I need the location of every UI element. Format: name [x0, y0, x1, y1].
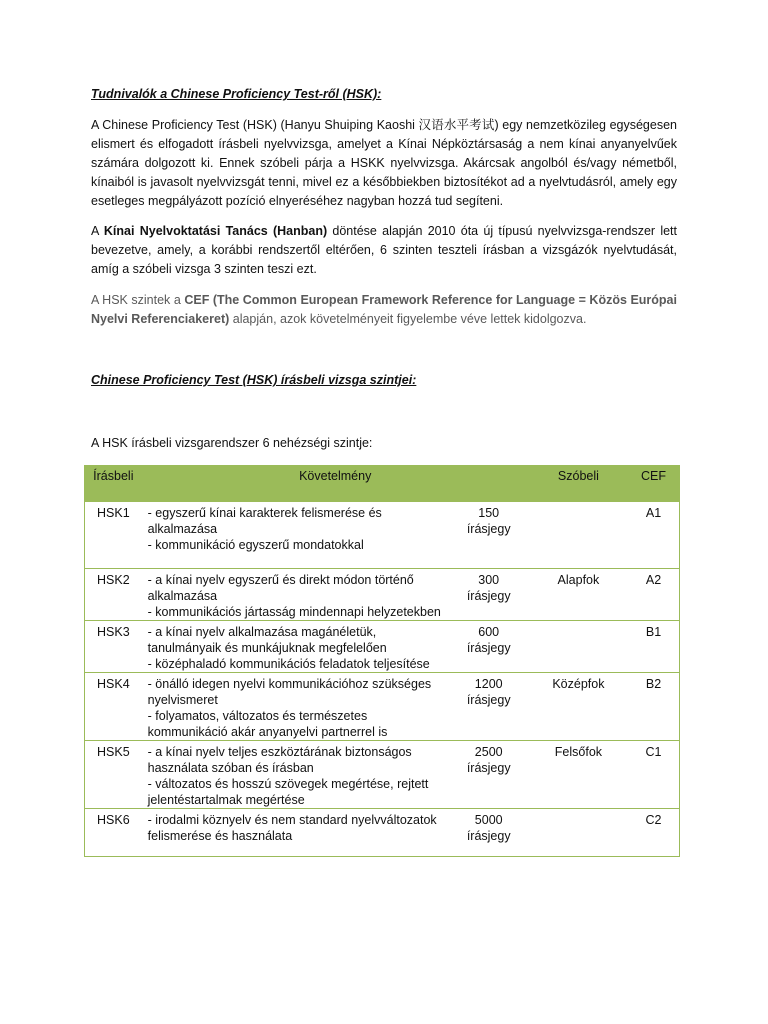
table-row [85, 740, 680, 808]
row-character-count [449, 672, 529, 740]
requirement-line: - folyamatos, változatos és természetes kommunikáció akár anyanyelvi partnerrel is [147, 708, 388, 739]
row-character-count [449, 620, 529, 672]
requirement-line: - a kínai nyelv alkalmazása magánéletük, tanulmányaik és munkájuknak megfelelően [147, 624, 387, 655]
para2-rest: döntése alapján 2010 óta új típusú nyelvvizsga-rendszer lett bevezetve, amely, a korábbi rendszertől eltérően, 6 szinten teszteli írásban a vizsgázók nyelvtudását, amíg a szóbeli vizsga 3 szinten teszi ezt. [91, 224, 677, 276]
header-oral: Szóbeli [529, 465, 628, 502]
para3-rest: alapján, azok követelményeit figyelembe véve lettek kidolgozva. [229, 312, 587, 326]
row-oral-level: Középfok [529, 672, 628, 740]
row-cef-level: C2 [628, 808, 679, 856]
character-count: 600 [478, 624, 500, 639]
character-unit: írásjegy [466, 828, 511, 843]
character-count: 300 [478, 572, 500, 587]
header-requirement: Követelmény [142, 465, 529, 502]
table-row [85, 620, 680, 672]
row-requirement [142, 672, 449, 740]
row-oral-level: Alapfok [529, 568, 628, 620]
paragraph-cef [91, 291, 677, 329]
para2-lead: A [91, 224, 104, 238]
row-level: HSK1 [85, 502, 142, 568]
requirement-line: - irodalmi köznyelv és nem standard nyelvváltozatok felismerése és használata [147, 812, 437, 843]
row-requirement [142, 502, 449, 568]
row-cef-level: A2 [628, 568, 679, 620]
row-cef-level: A1 [628, 502, 679, 568]
character-count: 5000 [474, 812, 503, 827]
row-cef-level: C1 [628, 740, 679, 808]
row-oral-level [529, 808, 628, 856]
character-unit: írásjegy [466, 522, 511, 536]
row-requirement [142, 808, 449, 856]
row-character-count [449, 740, 529, 808]
table-intro: A HSK írásbeli vizsgarendszer 6 nehézségi szintje: [91, 436, 373, 450]
character-count: 2500 [474, 744, 503, 759]
para2-bold: Kínai Nyelvoktatási Tanács (Hanban) [103, 224, 328, 238]
row-character-count [449, 808, 529, 856]
character-unit: írásjegy [466, 588, 511, 603]
character-count: 1200 [474, 676, 503, 691]
character-unit: írásjegy [466, 640, 511, 655]
row-oral-level [529, 620, 628, 672]
requirement-line: - önálló idegen nyelvi kommunikációhoz szükséges nyelvismeret [147, 676, 432, 707]
header-level: Írásbeli [85, 465, 142, 502]
paragraph-intro: A Chinese Proficiency Test (HSK) (Hanyu Shuiping Kaoshi 汉语水平考试) egy nemzetközileg egységesen elismert és elfogadott írásbeli nyelvvizsga, amelyet a Kínai Népköztársaság a nem kínai anyanyelvűek számára dolgozott ki. Ennek szóbeli párja a HSKK nyelvvizsga. Akárcsak angolból és/vagy németből, kínaiból is javasolt nyelvvizsgát tenni, mivel ez a későbbiekben biztosítékot ad a nyelvtudásról, amely egy esetleges megpályázott pozíció elnyeréséhez nagyban hozzá tud segíteni. [91, 118, 677, 208]
row-level: HSK3 [85, 620, 142, 672]
character-unit: írásjegy [466, 692, 511, 707]
requirement-line: - kommunikációs jártasság mindennapi helyzetekben [147, 604, 441, 619]
row-level: HSK2 [85, 568, 142, 620]
row-cef-level: B2 [628, 672, 679, 740]
table-header-row [85, 465, 680, 502]
paragraph-hanban [91, 222, 677, 279]
table-row [85, 502, 680, 568]
row-requirement [142, 568, 449, 620]
requirement-line: - változatos és hosszú szövegek megértése, rejtett jelentéstartalmak megértése [147, 776, 429, 807]
table-row [85, 568, 680, 620]
table-row [85, 672, 680, 740]
row-requirement [142, 740, 449, 808]
row-requirement [142, 620, 449, 672]
hsk-levels-table [84, 465, 680, 857]
character-unit: írásjegy [466, 760, 511, 775]
heading-about-hsk: Tudnivalók a Chinese Proficiency Test-ről (HSK): [91, 87, 382, 101]
row-level: HSK6 [85, 808, 142, 856]
row-cef-level: B1 [628, 620, 679, 672]
heading-levels: Chinese Proficiency Test (HSK) írásbeli vizsga szintjei: [91, 373, 417, 387]
row-character-count [449, 568, 529, 620]
row-oral-level: Felsőfok [529, 740, 628, 808]
character-count: 150 [478, 506, 500, 520]
row-level: HSK4 [85, 672, 142, 740]
requirement-line: - a kínai nyelv teljes eszköztárának biztonságos használata szóban és írásban [147, 744, 412, 775]
para3-lead: A HSK szintek a [91, 293, 185, 307]
row-character-count [449, 502, 529, 568]
requirement-line: - középhaladó kommunikációs feladatok teljesítése [147, 656, 430, 671]
row-oral-level [529, 502, 628, 568]
requirement-line: - a kínai nyelv egyszerű és direkt módon történő alkalmazása [147, 572, 414, 603]
row-level: HSK5 [85, 740, 142, 808]
requirement-line: - kommunikáció egyszerű mondatokkal [147, 538, 364, 552]
requirement-line: - egyszerű kínai karakterek felismerése és alkalmazása [147, 506, 382, 536]
para3-bold: CEF (The Common European Framework Reference for Language = Közös Európai Nyelvi Referenciakeret) [91, 293, 677, 326]
table-row [85, 808, 680, 856]
header-cef: CEF [628, 465, 679, 502]
